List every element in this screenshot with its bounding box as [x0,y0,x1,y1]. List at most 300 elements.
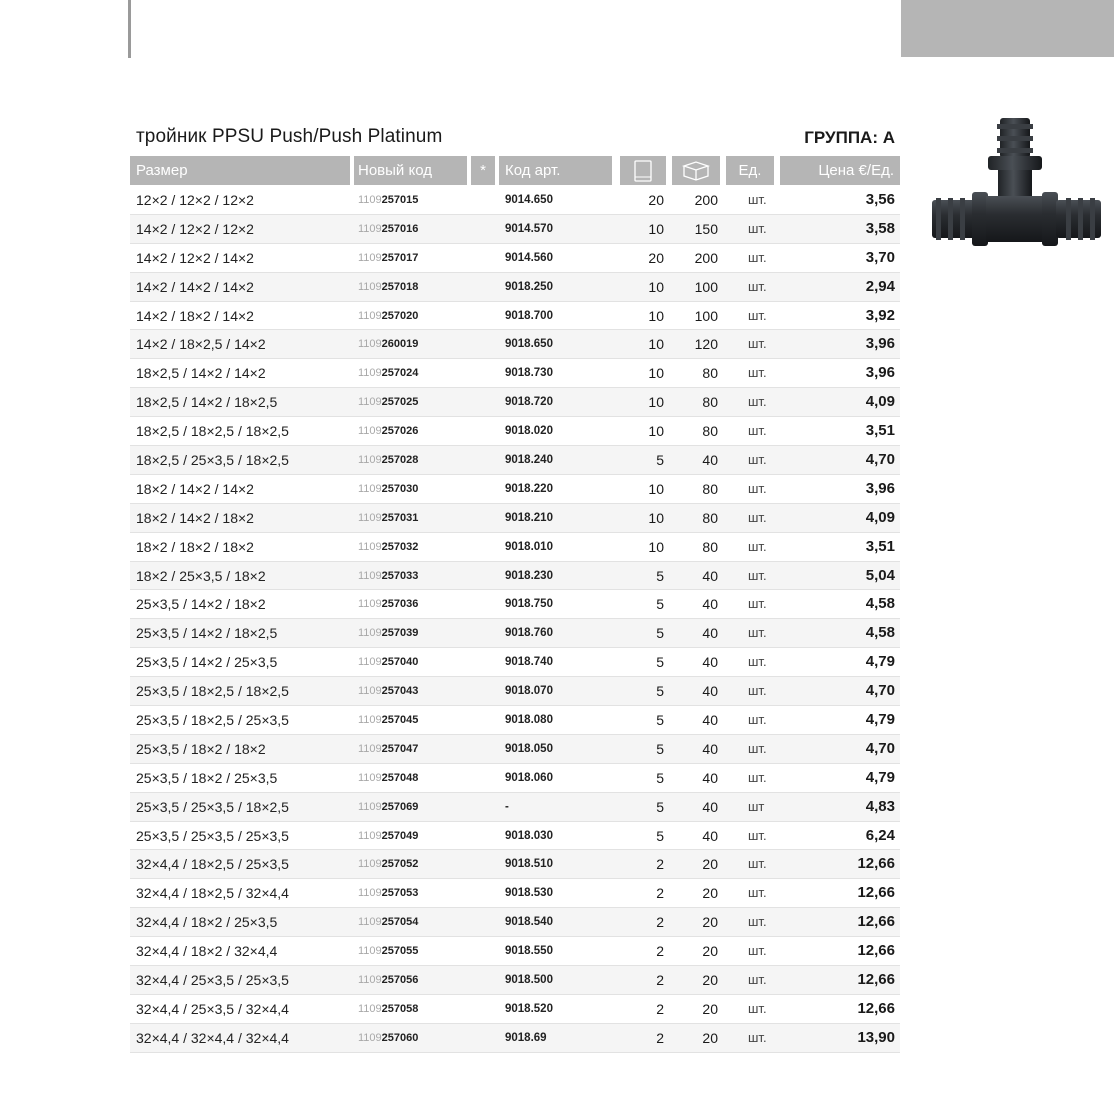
price-cell: 3,51 [865,422,895,440]
new-code-prefix: 1109 [358,1002,382,1015]
new-code-main: 257028 [381,454,419,467]
box-icon [672,160,720,182]
pack-qty-cell: 5 [656,654,664,671]
new-code-prefix: 1109 [358,251,382,264]
price-cell: 4,79 [865,768,895,786]
new-code-main: 257031 [381,511,419,524]
size-cell: 25×3,5 / 18×2 / 18×2 [136,740,266,757]
new-code-main: 257024 [381,367,419,380]
new-code-main: 257018 [381,280,419,293]
new-code-main: 257043 [381,685,419,698]
new-code-prefix: 1109 [358,280,382,293]
price-table [130,156,900,1053]
price-cell: 4,79 [865,653,895,671]
article-cell: 9018.510 [505,858,553,871]
table-row [130,590,900,619]
article-cell: 9018.070 [505,685,553,698]
header-article: Код арт. [499,156,612,185]
unit-cell: шт. [748,307,767,323]
article-cell: 9018.720 [505,396,553,409]
header-box [672,156,720,185]
table-row [130,764,900,793]
pack-qty-cell: 2 [656,943,664,960]
header-price: Цена €/Ед. [780,156,900,185]
new-code-main: 257054 [381,916,419,929]
table-row [130,504,900,533]
pack-qty-cell: 10 [648,220,664,237]
article-cell: 9018.750 [505,598,553,611]
pack-qty-cell: 5 [656,740,664,757]
new-code-cell [358,764,418,792]
size-cell: 32×4,4 / 32×4,4 / 32×4,4 [136,1029,289,1046]
unit-cell: шт. [748,480,767,496]
box-qty-cell: 80 [702,538,718,555]
unit-cell: шт. [748,249,767,265]
new-code-cell [358,562,418,590]
new-code-main: 257055 [381,945,419,958]
new-code-main: 257048 [381,771,419,784]
pack-qty-cell: 5 [656,452,664,469]
unit-cell: шт. [748,538,767,554]
article-cell: 9018.69 [505,1031,547,1044]
size-cell: 25×3,5 / 14×2 / 18×2,5 [136,625,278,642]
price-cell: 4,70 [865,739,895,757]
new-code-prefix: 1109 [358,569,382,582]
unit-cell: шт. [748,885,767,901]
box-qty-cell: 40 [702,452,718,469]
box-qty-cell: 100 [694,278,718,295]
new-code-prefix: 1109 [358,540,382,553]
new-code-prefix: 1109 [358,338,382,351]
new-code-prefix: 1109 [358,309,382,322]
pack-qty-cell: 5 [656,798,664,815]
size-cell: 32×4,4 / 25×3,5 / 32×4,4 [136,1000,289,1017]
pack-qty-cell: 5 [656,712,664,729]
article-cell: 9018.550 [505,945,553,958]
unit-cell: шт. [748,683,767,699]
article-cell: 9018.220 [505,482,553,495]
unit-cell: шт. [748,943,767,959]
new-code-prefix: 1109 [358,858,382,871]
pack-qty-cell: 10 [648,538,664,555]
table-row [130,793,900,822]
new-code-main: 257020 [381,309,419,322]
new-code-cell [358,648,418,676]
price-cell: 4,09 [865,508,895,526]
new-code-cell [358,619,418,647]
package-icon [620,160,666,182]
size-cell: 18×2 / 14×2 / 18×2 [136,509,254,526]
box-qty-cell: 40 [702,596,718,613]
price-cell: 12,66 [857,971,895,989]
table-header [130,156,900,186]
new-code-main: 257049 [381,829,419,842]
table-row [130,562,900,591]
unit-cell: шт. [748,336,767,352]
pack-qty-cell: 5 [656,827,664,844]
new-code-cell [358,850,418,878]
price-cell: 4,58 [865,624,895,642]
pack-qty-cell: 5 [656,683,664,700]
title-main: PPSU Push/Push Platinum [211,126,443,147]
size-cell: 25×3,5 / 25×3,5 / 25×3,5 [136,827,289,844]
new-code-cell [358,504,418,532]
box-qty-cell: 40 [702,567,718,584]
price-cell: 3,70 [865,248,895,266]
size-cell: 12×2 / 12×2 / 12×2 [136,192,254,208]
price-cell: 12,66 [857,999,895,1017]
tee-fitting-image [926,116,1106,256]
box-qty-cell: 200 [694,192,718,208]
price-cell: 12,66 [857,942,895,960]
price-cell: 3,96 [865,335,895,353]
price-cell: 2,94 [865,277,895,295]
new-code-cell [358,966,418,994]
new-code-main: 257056 [381,974,419,987]
table-row [130,359,900,388]
new-code-main: 257045 [381,714,419,727]
left-rule [128,0,131,58]
size-cell: 25×3,5 / 18×2,5 / 18×2,5 [136,683,289,700]
box-qty-cell: 200 [694,249,718,266]
new-code-prefix: 1109 [358,714,382,727]
pack-qty-cell: 5 [656,625,664,642]
box-qty-cell: 40 [702,625,718,642]
size-cell: 14×2 / 12×2 / 14×2 [136,249,254,266]
new-code-cell [358,1024,418,1052]
table-row [130,822,900,851]
new-code-main: 257069 [381,800,419,813]
size-cell: 25×3,5 / 14×2 / 18×2 [136,596,266,613]
size-cell: 18×2 / 14×2 / 14×2 [136,480,254,497]
unit-cell: шт. [748,972,767,988]
new-code-cell [358,908,418,936]
unit-cell: шт. [748,192,767,207]
new-code-main: 257016 [381,222,419,235]
article-cell: 9018.240 [505,454,553,467]
table-row [130,966,900,995]
size-cell: 25×3,5 / 14×2 / 25×3,5 [136,654,278,671]
article-cell: 9018.540 [505,916,553,929]
box-qty-cell: 20 [702,1000,718,1017]
table-row [130,995,900,1024]
new-code-cell [358,215,418,243]
new-code-prefix: 1109 [358,194,382,206]
unit-cell: шт. [748,625,767,641]
box-qty-cell: 100 [694,307,718,324]
pack-qty-cell: 2 [656,885,664,902]
size-cell: 18×2 / 18×2 / 18×2 [136,538,254,555]
new-code-main: 257026 [381,425,419,438]
size-cell: 14×2 / 18×2 / 14×2 [136,307,254,324]
pack-qty-cell: 10 [648,480,664,497]
size-cell: 18×2,5 / 18×2,5 / 18×2,5 [136,423,289,440]
box-qty-cell: 40 [702,798,718,815]
pack-qty-cell: 5 [656,567,664,584]
pack-qty-cell: 2 [656,1000,664,1017]
header-unit: Ед. [726,156,774,185]
box-qty-cell: 40 [702,712,718,729]
table-row [130,388,900,417]
size-cell: 14×2 / 12×2 / 12×2 [136,220,254,237]
unit-cell: шт. [748,452,767,468]
size-cell: 32×4,4 / 25×3,5 / 25×3,5 [136,972,289,989]
table-row [130,677,900,706]
unit-cell: шт. [748,423,767,439]
table-row [130,850,900,879]
pack-qty-cell: 10 [648,365,664,382]
price-cell: 4,79 [865,711,895,729]
box-qty-cell: 40 [702,827,718,844]
size-cell: 18×2,5 / 14×2 / 18×2,5 [136,394,278,411]
new-code-main: 257017 [381,251,419,264]
article-cell: 9018.230 [505,569,553,582]
article-cell: 9018.020 [505,425,553,438]
article-cell: 9018.520 [505,1002,553,1015]
size-cell: 32×4,4 / 18×2 / 25×3,5 [136,914,278,931]
new-code-cell [358,822,418,850]
new-code-main: 257039 [381,627,419,640]
article-cell: 9014.570 [505,222,553,235]
size-cell: 32×4,4 / 18×2,5 / 32×4,4 [136,885,289,902]
box-qty-cell: 150 [694,220,718,237]
unit-cell: шт. [748,1000,767,1016]
table-row [130,648,900,677]
header-new-code: Новый код [354,156,467,185]
price-cell: 3,51 [865,537,895,555]
price-cell: 3,96 [865,479,895,497]
box-qty-cell: 20 [702,856,718,873]
article-cell: 9018.210 [505,511,553,524]
new-code-prefix: 1109 [358,974,382,987]
header-size: Размер [130,156,350,185]
pack-qty-cell: 20 [648,249,664,266]
price-cell: 4,09 [865,393,895,411]
new-code-prefix: 1109 [358,482,382,495]
new-code-main: 257058 [381,1002,419,1015]
unit-cell: шт. [748,596,767,612]
new-code-cell [358,706,418,734]
table-row [130,475,900,504]
table-row [130,908,900,937]
box-qty-cell: 20 [702,1029,718,1046]
article-cell: 9018.530 [505,887,553,900]
table-body [130,186,900,1053]
new-code-prefix: 1109 [358,1031,382,1044]
new-code-main: 257033 [381,569,419,582]
table-row [130,215,900,244]
unit-cell: шт. [748,278,767,294]
box-qty-cell: 40 [702,683,718,700]
new-code-main: 260019 [381,338,419,351]
new-code-prefix: 1109 [358,598,382,611]
new-code-prefix: 1109 [358,916,382,929]
table-row [130,186,900,215]
size-cell: 18×2,5 / 25×3,5 / 18×2,5 [136,452,289,469]
new-code-main: 257060 [381,1031,419,1044]
pack-qty-cell: 20 [648,192,664,208]
price-cell: 12,66 [857,884,895,902]
article-cell: 9018.080 [505,714,553,727]
new-code-cell [358,446,418,474]
header-star: * [471,156,495,185]
table-row [130,735,900,764]
box-qty-cell: 80 [702,423,718,440]
new-code-cell [358,475,418,503]
new-code-prefix: 1109 [358,627,382,640]
article-cell: 9018.740 [505,656,553,669]
table-row [130,302,900,331]
new-code-prefix: 1109 [358,656,382,669]
pack-qty-cell: 2 [656,856,664,873]
group-label: ГРУППА: A [804,128,895,147]
size-cell: 32×4,4 / 18×2 / 32×4,4 [136,943,278,960]
size-cell: 14×2 / 18×2,5 / 14×2 [136,336,266,353]
article-cell: 9018.010 [505,540,553,553]
new-code-prefix: 1109 [358,425,382,438]
box-qty-cell: 40 [702,740,718,757]
unit-cell: шт. [748,740,767,756]
unit-cell: шт. [748,914,767,930]
new-code-main: 257052 [381,858,419,871]
table-row [130,330,900,359]
unit-cell: шт. [748,827,767,843]
unit-cell: шт. [748,567,767,583]
new-code-cell [358,533,418,561]
article-cell: 9018.650 [505,338,553,351]
pack-qty-cell: 10 [648,336,664,353]
unit-cell: шт. [748,394,767,410]
article-cell: 9018.250 [505,280,553,293]
new-code-main: 257036 [381,598,419,611]
pack-qty-cell: 10 [648,307,664,324]
new-code-prefix: 1109 [358,742,382,755]
new-code-cell [358,995,418,1023]
size-cell: 32×4,4 / 18×2,5 / 25×3,5 [136,856,289,873]
size-cell: 25×3,5 / 25×3,5 / 18×2,5 [136,798,289,815]
new-code-cell [358,186,418,214]
unit-cell: шт. [748,769,767,785]
unit-cell: шт. [748,654,767,670]
price-cell: 4,83 [865,797,895,815]
new-code-prefix: 1109 [358,367,382,380]
unit-cell: шт. [748,856,767,872]
box-qty-cell: 20 [702,914,718,931]
price-cell: 3,56 [865,191,895,208]
price-cell: 5,04 [865,566,895,584]
new-code-prefix: 1109 [358,945,382,958]
box-qty-cell: 20 [702,943,718,960]
new-code-cell [358,677,418,705]
unit-cell: шт. [748,220,767,236]
pack-qty-cell: 2 [656,972,664,989]
article-cell: 9018.700 [505,309,553,322]
unit-cell: шт. [748,712,767,728]
table-row [130,273,900,302]
new-code-prefix: 1109 [358,800,382,813]
price-cell: 3,92 [865,306,895,324]
new-code-cell [358,735,418,763]
article-cell: 9014.650 [505,194,553,206]
size-cell: 25×3,5 / 18×2,5 / 25×3,5 [136,712,289,729]
table-row [130,244,900,273]
pack-qty-cell: 10 [648,278,664,295]
table-row [130,417,900,446]
table-row [130,937,900,966]
box-qty-cell: 80 [702,394,718,411]
new-code-main: 257015 [381,194,419,206]
box-qty-cell: 20 [702,885,718,902]
new-code-prefix: 1109 [358,887,382,900]
price-cell: 3,58 [865,219,895,237]
pack-qty-cell: 10 [648,423,664,440]
unit-cell: шт. [748,1029,767,1045]
box-qty-cell: 40 [702,769,718,786]
box-qty-cell: 40 [702,654,718,671]
price-cell: 12,66 [857,855,895,873]
table-row [130,879,900,908]
pack-qty-cell: 10 [648,509,664,526]
box-qty-cell: 120 [694,336,718,353]
new-code-cell [358,388,418,416]
new-code-main: 257053 [381,887,419,900]
box-qty-cell: 80 [702,509,718,526]
box-qty-cell: 80 [702,480,718,497]
unit-cell: шт. [748,509,767,525]
size-cell: 25×3,5 / 18×2 / 25×3,5 [136,769,278,786]
size-cell: 14×2 / 14×2 / 14×2 [136,278,254,295]
price-cell: 3,96 [865,364,895,382]
new-code-cell [358,359,418,387]
article-cell: - [505,800,509,813]
article-cell: 9018.760 [505,627,553,640]
table-row [130,533,900,562]
price-cell: 4,70 [865,682,895,700]
new-code-prefix: 1109 [358,454,382,467]
new-code-prefix: 1109 [358,222,382,235]
pack-qty-cell: 2 [656,1029,664,1046]
article-cell: 9018.050 [505,742,553,755]
new-code-prefix: 1109 [358,396,382,409]
table-row [130,706,900,735]
new-code-main: 257025 [381,396,419,409]
box-qty-cell: 20 [702,972,718,989]
new-code-cell [358,273,418,301]
new-code-prefix: 1109 [358,829,382,842]
size-cell: 18×2 / 25×3,5 / 18×2 [136,567,266,584]
table-row [130,446,900,475]
table-row [130,619,900,648]
new-code-cell [358,330,418,358]
title-prefix: тройник [136,126,207,147]
price-cell: 4,58 [865,595,895,613]
unit-cell: шт. [748,365,767,381]
price-cell: 4,70 [865,451,895,469]
article-cell: 9018.730 [505,367,553,380]
new-code-cell [358,417,418,445]
new-code-cell [358,879,418,907]
new-code-cell [358,244,418,272]
size-cell: 18×2,5 / 14×2 / 14×2 [136,365,266,382]
price-cell: 12,66 [857,913,895,931]
article-cell: 9018.030 [505,829,553,842]
new-code-main: 257047 [381,742,419,755]
pack-qty-cell: 5 [656,769,664,786]
new-code-prefix: 1109 [358,511,382,524]
pack-qty-cell: 5 [656,596,664,613]
new-code-main: 257032 [381,540,419,553]
new-code-prefix: 1109 [358,685,382,698]
